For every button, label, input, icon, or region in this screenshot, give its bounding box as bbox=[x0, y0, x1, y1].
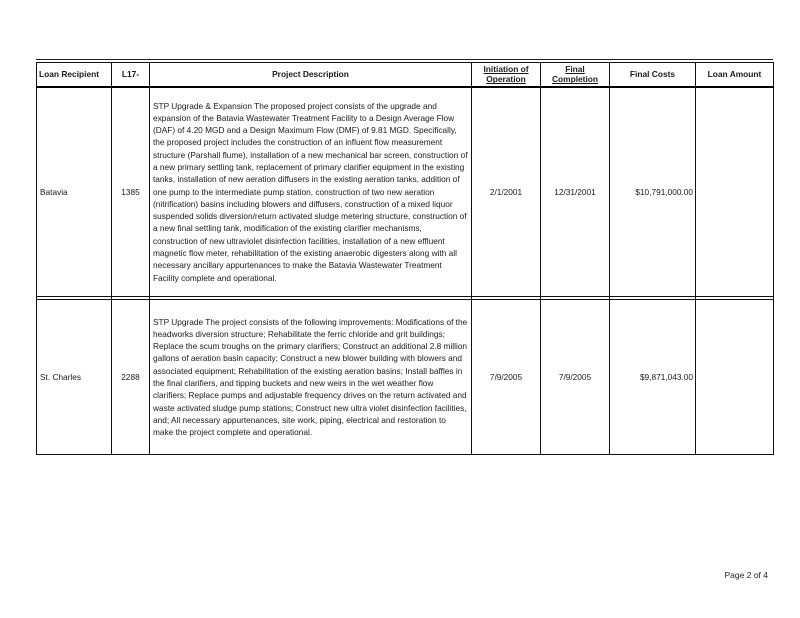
table-row bbox=[37, 87, 774, 297]
cell-final-completion: 12/31/2001 bbox=[541, 87, 610, 297]
cell-project-description: STP Upgrade & Expansion The proposed project consists of the upgrade and expansion of the Batavia Wastewater Treatment Facility to a Design Average Flow (DAF) of 4.20 MGD and a Design Maximum Flow (DMF) of 9.81 MGD. Specifically, the proposed project includes the construction of an influent flow measurement structure (Parshall flume), installation of a new mechanical bar screen, construction of a new primary settling tank, replacement of primary clarifier equipment in the existing tanks, installation of new aeration diffusers in the existing aeration tanks, addition of one pump to the intermediate pump station, construction of two new aeration (nitrification) basins including blowers and diffusers, construction of a mixed liquor suspended solids diversion/return activated sludge metering structure, construction of a new final settling tank, modification of the existing clarifier mechanisms, construction of new ultraviolet disinfection facilities, installation of a new effluent magnetic flow meter, rehabilitation of the existing anaerobic digesters along with all necessary ancillary appurtenances to make the Batavia Wastewater Treatment Facility complete and operational. bbox=[150, 87, 472, 297]
cell-loan-recipient: St. Charles bbox=[37, 300, 112, 455]
header-loan-recipient: Loan Recipient bbox=[37, 63, 112, 87]
header-final-completion: Final Completion bbox=[541, 63, 610, 87]
header-initiation-of-operation: Initiation of Operation bbox=[472, 63, 541, 87]
cell-final-completion: 7/9/2005 bbox=[541, 300, 610, 455]
table-row bbox=[37, 300, 774, 455]
cell-project-description: STP Upgrade The project consists of the following improvements: Modifications of the headworks diversion structure; Rehabilitate the ferric chloride and grit buildings; Replace the scum troughs on the primary clarifiers; Construct an additional 2.8 million gallons of aeration basin capacity; Construct a new blower building with blowers and associated equipment; Rehabilitation of the existing aeration basins; Install baffles in the final clarifiers, and tipping buckets and new weirs in the wet weather flow clarifiers; Replace pumps and adjustable frequency drives on the return activated and waste activated sludge pump stations; Construct new ultra violet disinfection facilities, and; All necessary appurtenances, site work, piping, electrical and restoration to make the project complete and operational. bbox=[150, 300, 472, 455]
cell-final-costs: $9,871,043.00 bbox=[610, 300, 696, 455]
header-loan-amount: Loan Amount bbox=[696, 63, 774, 87]
cell-final-costs: $10,791,000.00 bbox=[610, 87, 696, 297]
cell-l17: 1385 bbox=[112, 87, 150, 297]
header-project-description: Project Description bbox=[150, 63, 472, 87]
header-final-costs: Final Costs bbox=[610, 63, 696, 87]
cell-initiation-of-operation: 2/1/2001 bbox=[472, 87, 541, 297]
header-l17: L17- bbox=[112, 63, 150, 87]
loan-table bbox=[36, 62, 774, 455]
cell-loan-amount bbox=[696, 300, 774, 455]
cell-loan-recipient: Batavia bbox=[37, 87, 112, 297]
cell-l17: 2288 bbox=[112, 300, 150, 455]
top-rule bbox=[36, 59, 773, 60]
cell-loan-amount bbox=[696, 87, 774, 297]
table-header-row bbox=[37, 63, 774, 87]
page-number: Page 2 of 4 bbox=[724, 570, 768, 580]
cell-initiation-of-operation: 7/9/2005 bbox=[472, 300, 541, 455]
